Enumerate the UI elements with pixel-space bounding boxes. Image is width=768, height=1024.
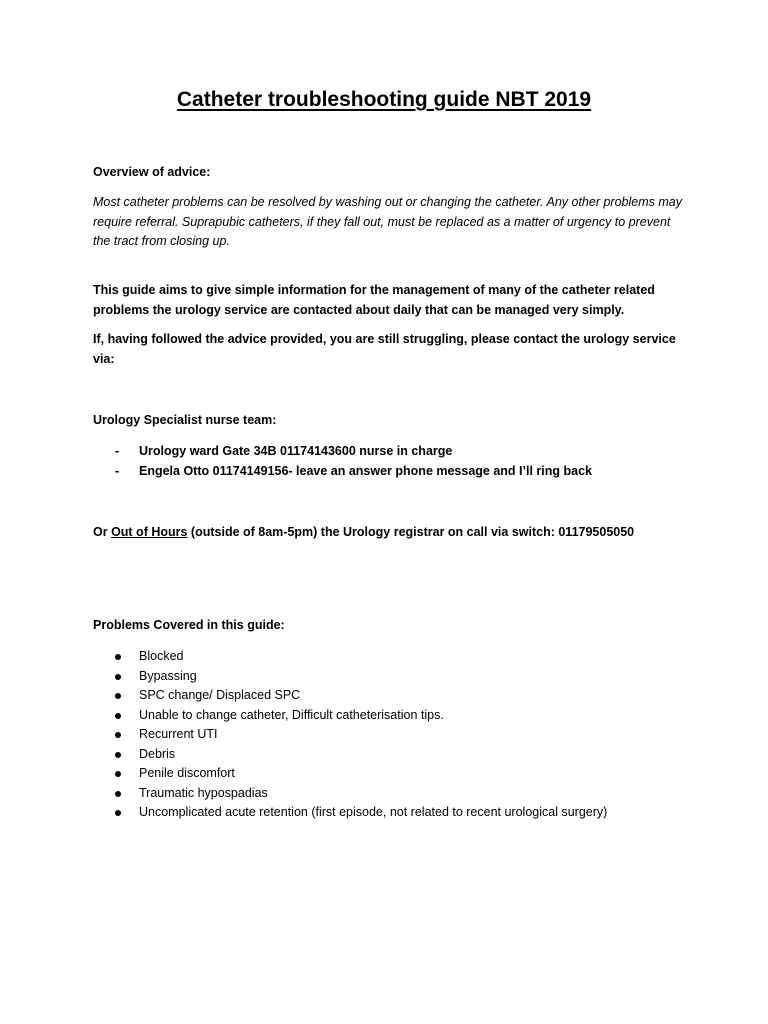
list-item: - Urology ward Gate 34B 01174143600 nurse in charge [115,444,453,458]
list-item: Penile discomfort [93,764,683,784]
overview-heading: Overview of advice: [93,165,211,179]
out-of-hours-label: Out of Hours [111,525,188,539]
nurse-contact: Urology ward Gate 34B 01174143600 nurse in charge [139,444,453,458]
nurse-team-heading: Urology Specialist nurse team: [93,413,277,427]
list-item: Traumatic hypospadias [93,784,683,804]
guide-aim-text: This guide aims to give simple information for the management of many of the catheter related problems the urology service are contacted about daily that can be managed very simply. [93,283,655,317]
problems-list [93,647,683,823]
list-item: Unable to change catheter, Difficult catheterisation tips. [93,706,683,726]
list-item: Recurrent UTI [93,725,683,745]
nurse-contact-list [93,442,683,481]
problems-heading: Problems Covered in this guide: [93,618,285,632]
list-item: Uncomplicated acute retention (first episode, not related to recent urological surgery) [93,803,683,823]
out-of-hours-text: Or Out of Hours (outside of 8am-5pm) the Urology registrar on call via switch: 01179505050 [93,525,635,539]
list-item: - Engela Otto 01174149156- leave an answer phone message and I’ll ring back [115,463,592,478]
list-item: Bypassing [93,667,683,687]
list-item: Blocked [93,647,683,667]
list-item: Debris [93,745,683,765]
list-item: SPC change/ Displaced SPC [93,686,683,706]
struggling-text: If, having followed the advice provided, you are still struggling, please contact the urology service via: [93,332,676,366]
nurse-contact: Engela Otto 01174149156- leave an answer phone message and I’ll ring back [139,463,592,478]
page-title: Catheter troubleshooting guide NBT 2019 [176,88,592,111]
overview-text: Most catheter problems can be resolved by washing out or changing the catheter. Any other problems may require referral. Suprapubic catheters, if they fall out, must be replaced as a matter of urgency to prevent the tract from closing up. [93,195,682,248]
